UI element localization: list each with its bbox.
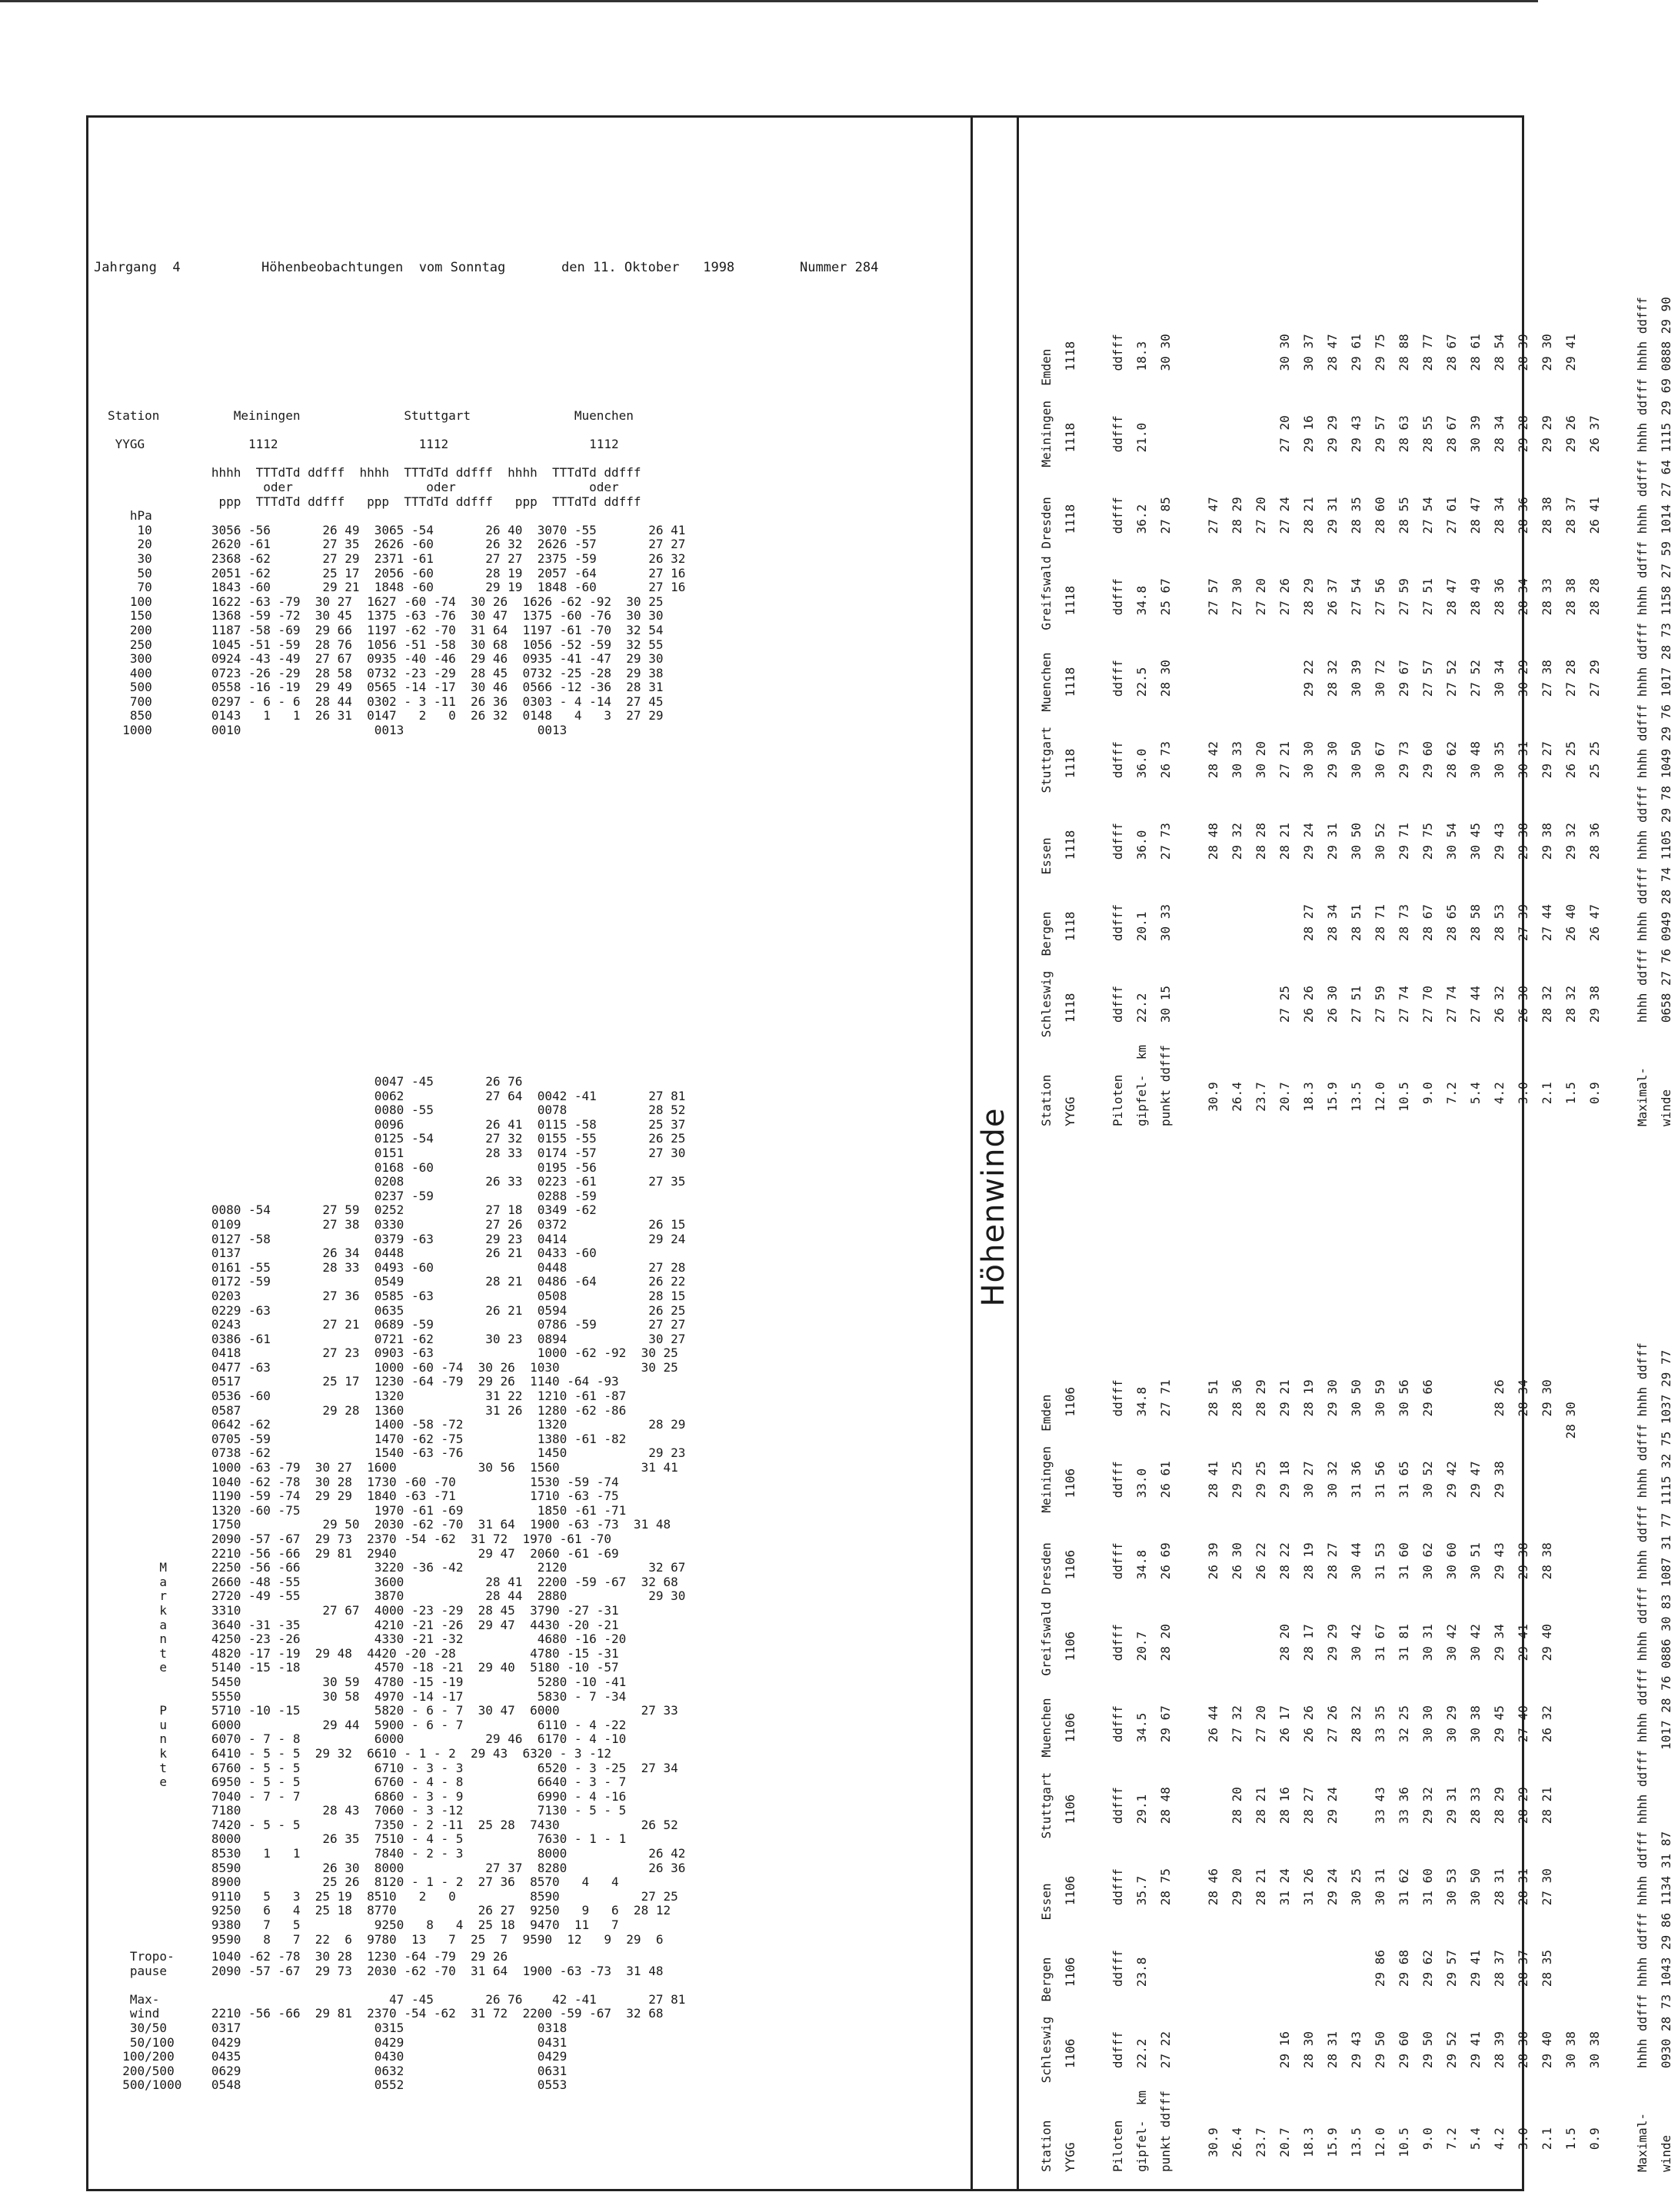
date-label: den 11. Oktober 1998 [561,260,735,275]
tropopause-maxwind-table: Tropo- 1040 -62 -78 30 28 1230 -64 -79 29 26 pause 2090 -57 -67 29 73 2030 -62 -70 31 64 1900 -63 -73 31 48 Max- 47 -45 26 76 42 -41 27 81 wind 2210 -56 -66 29 81 2370 -54 -62 31 72 2200 -59 -67 32 68 30/50 0317 0315 0318 50/100 0429 0429 0431 100/200 0435 0430 0429 200/500 0629 0632 0631 500/1000 0548 0552 0553 [122,1949,686,2093]
page-title: Höhenbeobachtungen vom Sonntag [261,260,506,275]
issue-number: Nummer 284 [800,260,879,275]
jahrgang-label: Jahrgang 4 [94,260,181,275]
station-pressure-table: Station Meiningen Stuttgart Muenchen YYGG 1112 1112 1112 hhhh TTTdTd ddfff hhhh TTTdTd ddfff hhhh TTTdTd ddfff oder oder oder ppp TTTdTd ddfff ppp TTTdTd ddfff ppp TTTdTd ddfff hPa 10 3056 -56 26 49 3065 -54 26 40 3070 -55 26 41 20 2620 -61 27 35 2626 -60 26 32 2626 -57 27 27 30 2368 -62 27 29 2371 -61 27 27 2375 -59 26 32 50 2051 -62 25 17 2056 -60 28 19 2057 -64 27 16 70 1843 -60 29 21 1848 -60 29 19 1848 -60 27 16 100 1622 -63 -79 30 27 1627 -60 -74 30 26 1626 -62 -92 30 25 150 1368 -59 -72 30 45 1375 -63 -76 30 47 1375 -60 -76 30 30 200 1187 -58 -69 29 66 1197 -62 -70 31 64 1197 -61 -70 32 54 250 1045 -51 -59 28 76 1056 -51 -58 30 68 1056 -52 -59 32 55 300 0924 -43 -49 27 67 0935 -40 -46 29 46 0935 -41 -47 29 30 400 0723 -26 -29 28 58 0732 -23 -29 28 45 0732 -25 -28 29 38 500 0558 -16 -19 29 49 0565 -14 -17 30 46 0566 -12 -36 28 31 700 0297 - 6 - 6 28 44 0302 - 3 -11 26 36 0303 - 4 -14 27 45 850 0143 1 1 26 31 0147 2 0 26 32 0148 4 3 27 29 1000 0010 0013 0013 [108,408,686,738]
hoehenwinde-rotated-section [1019,131,1673,2187]
hoehenwinde-title: Höhenwinde [976,1107,1011,1307]
winds-1118-table: Station Schleswig Bergen Essen Stuttgart Muenchen Greifswald Dresden Meiningen Emden YYGG 1118 1118 1118 1118 1118 1118 1118 1118 1118 Piloten ddfff ddfff ddfff ddfff ddfff ddfff ddfff ddfff ddfff gipfel- km 22.2 20.1 36.0 36.0 22.5 34.8 36.2 21.0 18.3 punkt ddfff 30 15 30 33 27 73 26 73 28 30 25 67 27 85 30 30 30.9 28 48 28 42 27 57 27 47 26.4 29 32 30 33 27 30 28 29 23.7 28 28 30 20 27 20 27 20 20.7 27 25 28 21 27 21 27 26 27 24 27 20 30 30 18.3 26 26 28 27 29 24 30 30 29 22 28 29 28 21 29 16 30 37 15.9 26 30 28 34 29 31 29 30 28 32 26 37 29 31 29 29 28 47 13.5 27 51 28 51 30 50 30 50 30 39 27 54 28 35 29 43 29 61 12.0 27 59 28 71 30 52 30 67 30 72 27 56 28 60 29 57 29 75 10.5 27 74 28 73 29 71 29 73 29 67 27 59 28 55 28 63 28 88 9.0 27 70 28 67 29 75 29 60 27 57 27 51 27 54 28 55 28 77 7.2 27 74 28 65 30 54 28 62 27 52 28 47 27 61 28 67 28 67 5.4 27 44 28 58 30 45 30 48 27 52 28 49 28 47 30 39 28 61 4.2 26 32 28 53 29 43 30 35 30 34 28 36 28 34 28 34 28 54 3.0 26 30 27 39 29 38 30 31 30 29 28 34 28 36 29 28 28 39 2.1 28 32 27 44 29 38 29 27 27 38 28 33 28 38 29 29 29 30 1.5 28 32 26 40 29 32 26 25 27 28 28 38 28 37 29 26 29 41 0.9 29 38 26 47 28 36 25 25 27 29 28 28 26 41 26 37 Maximal- hhhh ddfff hhhh ddfff hhhh ddfff hhhh ddfff hhhh ddfff hhhh ddfff hhhh ddfff hhhh ddfff hhhh ddfff winde 0658 27 76 0949 28 74 1105 29 78 1049 29 76 1017 28 73 1158 27 59 1014 27 64 1115 29 69 0888 29 90 [1039,297,1673,1126]
top-border-line [0,0,1538,2]
significant-points-table: 0047 -45 26 76 0062 27 64 0042 -41 27 81 0080 -55 0078 28 52 0096 26 41 0115 -58 25 37 0125 -54 27 32 0155 -55 26 25 0151 28 33 0174 -57 27 30 0168 -60 0195 -56 0208 26 33 0223 -61 27 35 0237 -59 0288 -59 0080 -54 27 59 0252 27 18 0349 -62 0109 27 38 0330 27 26 0372 26 15 0127 -58 0379 -63 29 23 0414 29 24 0137 26 34 0448 26 21 0433 -60 0161 -55 28 33 0493 -60 0448 27 28 0172 -59 0549 28 21 0486 -64 26 22 0203 27 36 0585 -63 0508 28 15 0229 -63 0635 26 21 0594 26 25 0243 27 21 0689 -59 0786 -59 27 27 0386 -61 0721 -62 30 23 0894 30 27 0418 27 23 0903 -63 1000 -62 -92 30 25 0477 -63 1000 -60 -74 30 26 1030 30 25 0517 25 17 1230 -64 -79 29 26 1140 -64 -93 0536 -60 1320 31 22 1210 -61 -87 0587 29 28 1360 31 26 1280 -62 -86 0642 -62 1400 -58 -72 1320 28 29 0705 -59 1470 -62 -75 1380 -61 -82 0738 -62 1540 -63 -76 1450 29 23 1000 -63 -79 30 27 1600 30 56 1560 31 41 1040 -62 -78 30 28 1730 -60 -70 1530 -59 -74 1190 -59 -74 29 29 1840 -63 -71 1710 -63 -75 1320 -60 -75 1970 -61 -69 1850 -61 -71 1750 29 50 2030 -62 -70 31 64 1900 -63 -73 31 48 2090 -57 -67 29 73 2370 -54 -62 31 72 1970 -61 -70 2210 -56 -66 29 81 2940 29 47 2060 -61 -69 M 2250 -56 -66 3220 -36 -42 2120 32 67 a 2660 -48 -55 3600 28 41 2200 -59 -67 32 68 r 2720 -49 -55 3870 28 44 2880 29 30 k 3310 27 67 4000 -23 -29 28 45 3790 -27 -31 a 3640 -31 -35 4210 -21 -26 29 47 4430 -20 -21 n 4250 -23 -26 4330 -21 -32 4680 -16 -20 t 4820 -17 -19 29 48 4420 -20 -28 4780 -15 -31 e 5140 -15 -18 4570 -18 -21 29 40 5180 -10 -57 5450 30 59 4780 -15 -19 5280 -10 -41 5550 30 58 4970 -14 -17 5830 - 7 -34 P 5710 -10 -15 5820 - 6 - 7 30 47 6000 27 33 u 6000 29 44 5900 - 6 - 7 6110 - 4 -22 n 6070 - 7 - 8 6000 29 46 6170 - 4 -10 k 6410 - 5 - 5 29 32 6610 - 1 - 2 29 43 6320 - 3 -12 t 6760 - 5 - 5 6710 - 3 - 3 6520 - 3 -25 27 34 e 6950 - 5 - 5 6760 - 4 - 8 6640 - 3 - 7 7040 - 7 - 7 6860 - 3 - 9 6990 - 4 -16 7180 28 43 7060 - 3 -12 7130 - 5 - 5 7420 - 5 - 5 7350 - 2 -11 25 28 7430 26 52 8000 26 35 7510 - 4 - 5 7630 - 1 - 1 8530 1 1 7840 - 2 - 3 8000 26 42 8590 26 30 8000 27 37 8280 26 36 8900 25 26 8120 - 1 - 2 27 36 8570 4 4 9110 5 3 25 19 8510 2 0 8590 27 25 9250 6 4 25 18 8770 26 27 9250 9 6 28 12 9380 7 5 9250 8 4 25 18 9470 11 7 9590 8 7 22 6 9780 13 7 25 7 9590 12 9 29 6 [159,1074,686,1947]
winds-1106-table: Station Schleswig Bergen Essen Stuttgart Muenchen Greifswald Dresden Meiningen Emden YYGG 1106 1106 1106 1106 1106 1106 1106 1106 1106 Piloten ddfff ddfff ddfff ddfff ddfff ddfff ddfff ddfff ddfff gipfel- km 22.2 23.8 35.7 29.1 34.5 20.7 34.8 33.0 34.8 punkt ddfff 27 22 28 75 28 48 29 67 28 20 26 69 26 61 27 71 30.9 28 46 26 44 26 39 28 41 28 51 26.4 29 20 28 20 27 32 26 30 29 25 28 36 23.7 28 21 28 21 27 20 26 22 29 25 28 29 20.7 29 16 31 24 28 16 26 17 28 20 28 22 29 18 29 21 18.3 28 30 31 26 28 27 26 26 28 17 28 19 30 27 28 19 15.9 28 31 29 24 29 24 27 26 29 29 28 27 30 32 29 30 13.5 29 43 30 25 28 32 30 42 30 44 31 36 30 50 12.0 29 50 29 86 30 31 33 43 33 35 31 67 31 53 31 56 30 59 10.5 29 60 29 68 31 62 33 36 32 25 31 81 31 60 31 65 30 56 9.0 29 50 29 62 31 60 29 32 30 30 30 31 30 62 30 52 29 66 7.2 29 52 29 57 30 53 29 31 30 29 30 42 30 60 29 42 5.4 29 41 29 41 30 50 28 33 30 38 30 42 30 51 29 47 4.2 28 39 28 37 28 31 28 29 29 45 29 34 29 43 29 38 28 26 3.0 28 38 28 37 28 31 28 29 27 40 29 41 29 38 28 34 2.1 29 40 28 35 27 30 28 21 26 32 29 40 28 38 29 30 1.5 30 38 28 30 0.9 30 38 Maximal- hhhh ddfff hhhh ddfff hhhh ddfff hhhh ddfff hhhh ddfff hhhh ddfff hhhh ddfff hhhh ddfff hhhh ddfff winde 0930 28 73 1043 29 86 1134 31 87 1017 28 76 0886 30 83 1087 31 77 1115 32 75 1037 29 77 [1039,1342,1673,2172]
